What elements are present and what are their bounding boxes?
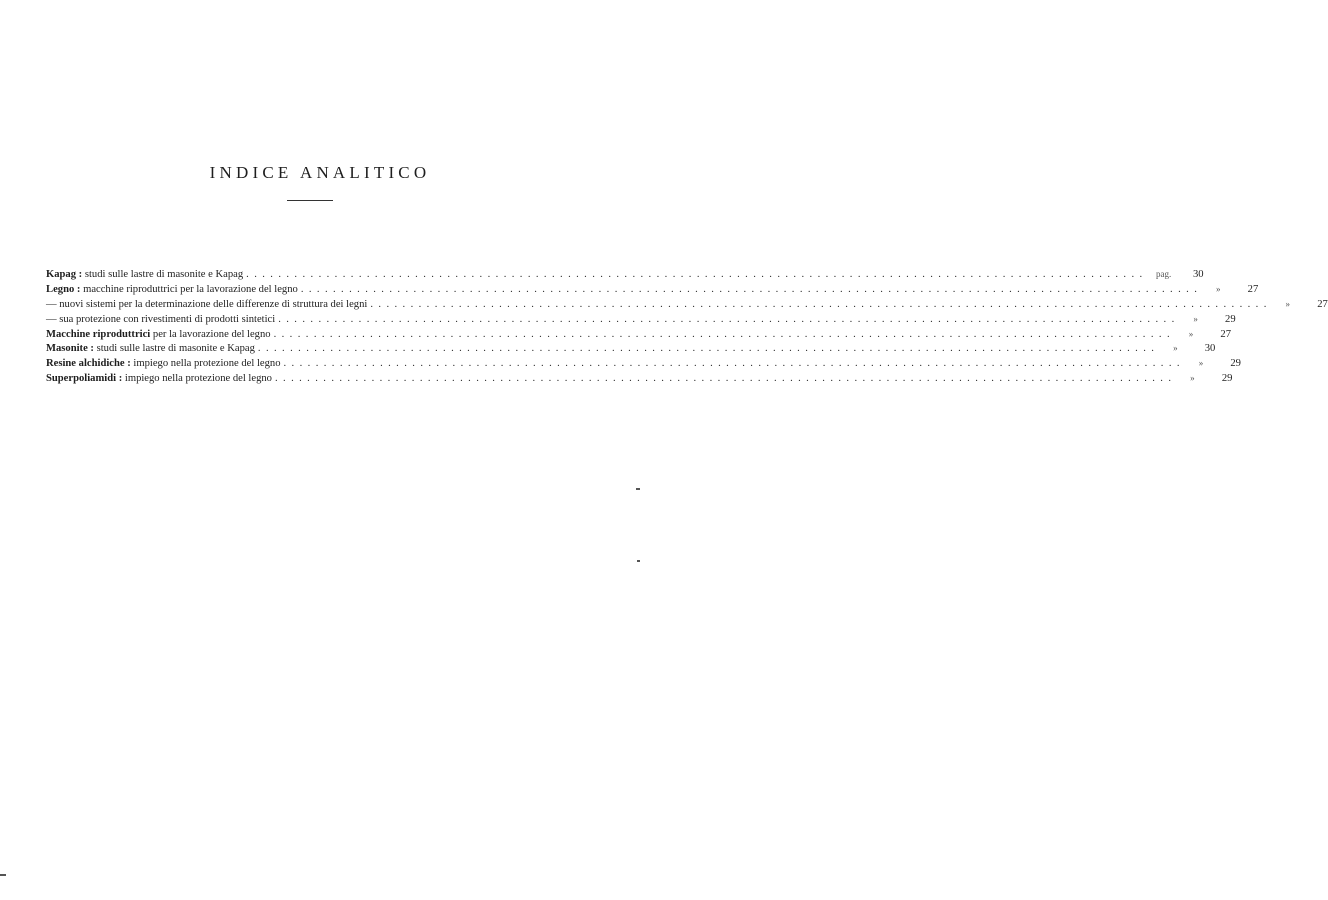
page-marker: » [1188, 328, 1194, 339]
page-number: 30 [1204, 343, 1216, 355]
entry-heading: Macchine riproduttrici [46, 328, 151, 340]
entry-heading: Masonite : [46, 343, 94, 355]
entry-heading: Resine alchidiche : [46, 358, 131, 370]
leader-dots: ................................................................................................................ [300, 283, 1203, 295]
leader-dots: ................................................................................................................ [274, 373, 1177, 385]
page-marker: » [1216, 283, 1221, 294]
page-number: 29 [1230, 358, 1241, 370]
entry-text [46, 372, 272, 387]
scan-speck [637, 560, 640, 562]
index-entry [46, 341, 1216, 356]
entry-description: — nuovi sistemi per la determinazione delle differenze di struttura dei legni [46, 298, 368, 310]
entry-heading: Legno : [46, 283, 81, 295]
entry-description: per la lavorazione del legno [150, 328, 271, 340]
entry-text [46, 268, 243, 283]
leader-dots: ................................................................................................................ [278, 313, 1180, 325]
entry-description: studi sulle lastre di masonite e Kapag [82, 269, 244, 280]
entry-description: studi sulle lastre di masonite e Kapag [93, 343, 255, 355]
entry-description: impiego nella protezione del legno [122, 373, 272, 385]
index-entry [46, 282, 1259, 297]
page-marker: » [1173, 343, 1178, 354]
title-rule [287, 200, 333, 201]
page-marker: » [1198, 358, 1204, 369]
leader-dots: ................................................................................................................ [283, 358, 1185, 370]
entry-text [46, 342, 255, 357]
leader-dots: ................................................................................................................ [370, 298, 1272, 310]
scan-speck [636, 488, 640, 490]
leader-dots: ................................................................................................................ [273, 328, 1176, 340]
entry-text [46, 357, 281, 372]
index-entry [46, 297, 1328, 312]
scan-speck [0, 874, 6, 876]
page-number: 27 [1220, 328, 1232, 340]
entry-description: — sua protezione con rivestimenti di prodotti sintetici [46, 313, 276, 325]
entry-text [46, 283, 298, 298]
entry-heading: Superpoliamidi : [46, 373, 123, 385]
page-number: 29 [1225, 313, 1236, 325]
index-entry [46, 356, 1241, 371]
entry-text [46, 313, 275, 328]
index-entry [46, 327, 1232, 342]
entry-text [46, 328, 271, 343]
page-marker: » [1285, 298, 1291, 309]
page-marker: » [1190, 373, 1195, 384]
page-number: 27 [1247, 283, 1259, 295]
page-marker: » [1193, 313, 1198, 324]
entry-description: macchine riproduttrici per la lavorazione del legno [80, 283, 298, 295]
page-title: INDICE ANALITICO [209, 163, 431, 182]
index-entry [46, 312, 1236, 327]
entry-text [46, 298, 367, 313]
index-entry [46, 267, 1204, 282]
entry-heading: Kapag : [46, 269, 83, 280]
index-entry [46, 371, 1233, 386]
page-marker: pag. [1155, 269, 1172, 279]
leader-dots: ................................................................................................................ [257, 343, 1160, 355]
entry-description: impiego nella protezione del legno [130, 358, 281, 370]
page-number: 27 [1317, 298, 1328, 310]
leader-dots: ................................................................................................................ [246, 269, 1148, 280]
page-number: 30 [1192, 269, 1204, 280]
page-number: 29 [1221, 373, 1233, 385]
index-list [46, 267, 1328, 386]
